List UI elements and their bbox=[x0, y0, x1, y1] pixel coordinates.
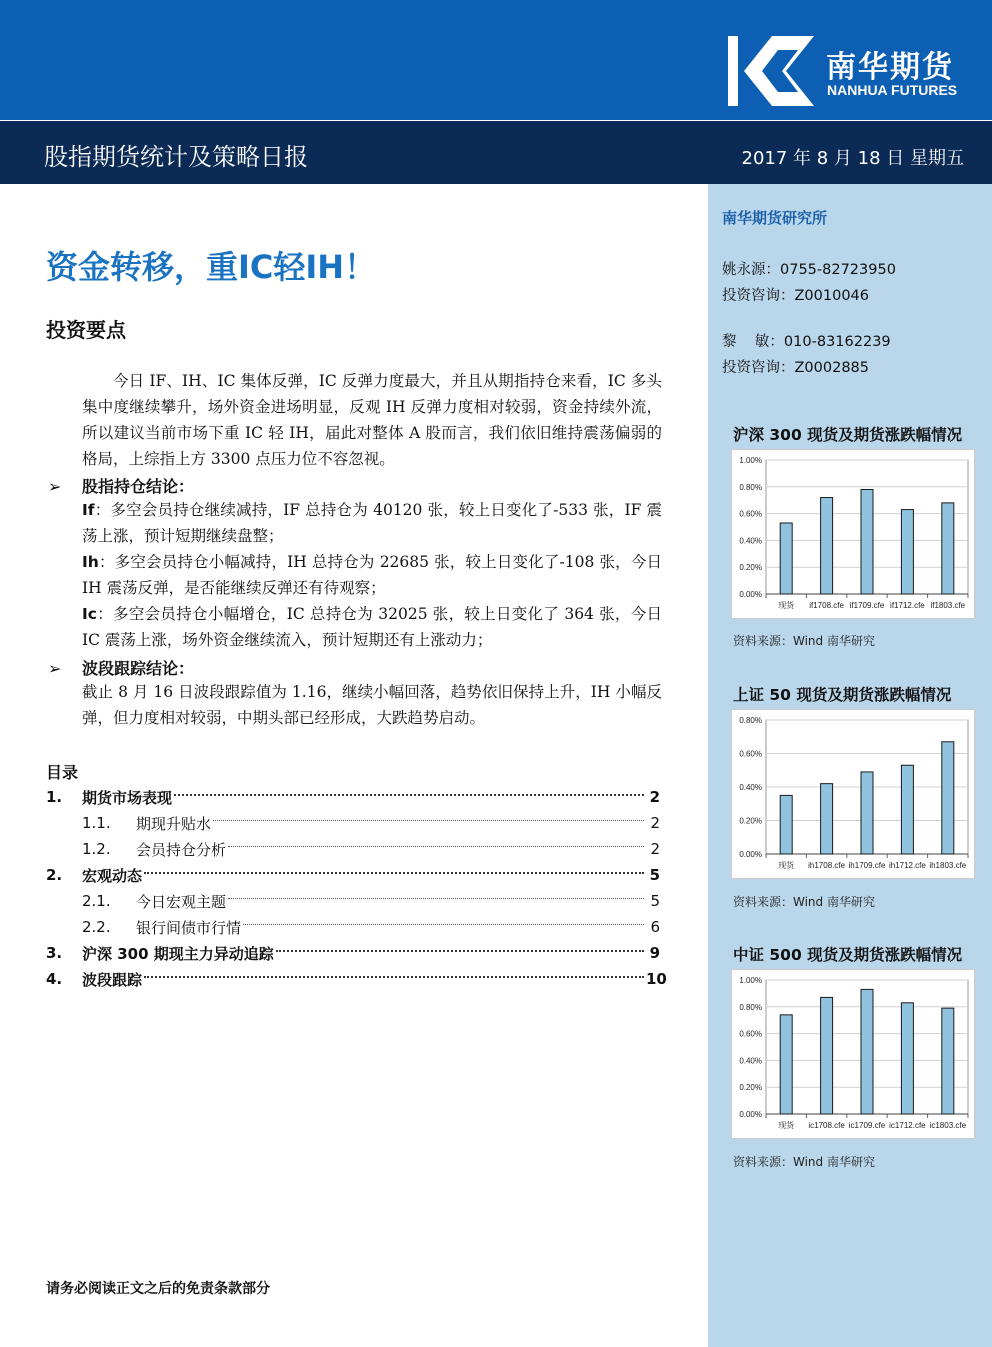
toc-label: 波段跟踪 bbox=[82, 970, 143, 989]
toc-num: 1.1. bbox=[82, 814, 111, 832]
y-tick-label: 0.80% bbox=[739, 716, 762, 725]
x-category-label: ih1708.cfe bbox=[808, 861, 846, 870]
ih-text: ：多空会员持仓小幅减持，IH 总持仓为 22685 张，较上日变化了-108 张，今日 IH 震荡反弹，是否能继续反弹还有待观察； bbox=[82, 553, 662, 597]
chart-3 bbox=[731, 969, 975, 1139]
toc-leader bbox=[213, 819, 644, 821]
main-title: 资金转移，重IC轻IH！ bbox=[46, 248, 377, 286]
y-tick-label: 0.20% bbox=[739, 816, 762, 826]
chart-1-source: 资料来源：Wind 南华研究 bbox=[733, 634, 875, 648]
x-category-label: 现货 bbox=[778, 601, 795, 610]
toc-item[interactable] bbox=[46, 837, 660, 861]
y-tick-label: 0.00% bbox=[739, 590, 762, 599]
chart-2-svg bbox=[732, 710, 974, 878]
x-category-label: if1709.cfe bbox=[849, 601, 885, 610]
bar bbox=[861, 489, 873, 594]
toc-page: 2 bbox=[650, 814, 660, 832]
toc-num: 2. bbox=[46, 866, 63, 884]
y-tick-label: 0.00% bbox=[739, 1110, 762, 1119]
toc-label: 银行间债市行情 bbox=[136, 918, 242, 937]
position-heading-label: 股指持仓结论： bbox=[82, 477, 195, 496]
x-category-label: if1803.cfe bbox=[930, 601, 966, 610]
logo-english-name: NANHUA FUTURES bbox=[827, 82, 958, 98]
position-conclusion-heading bbox=[48, 474, 194, 497]
ih-lead: Ih bbox=[82, 553, 99, 571]
toc-leader bbox=[144, 975, 644, 978]
toc-num: 3. bbox=[46, 944, 63, 962]
toc-page: 6 bbox=[650, 918, 660, 936]
y-tick-label: 0.60% bbox=[739, 509, 762, 519]
toc-item[interactable] bbox=[46, 863, 660, 887]
bar bbox=[821, 784, 833, 854]
y-tick-label: 0.80% bbox=[739, 1002, 762, 1012]
chart-2 bbox=[731, 709, 975, 879]
x-category-label: ih1712.cfe bbox=[888, 861, 926, 870]
bar bbox=[901, 765, 913, 854]
toc-item[interactable] bbox=[46, 941, 660, 965]
arrow-bullet-icon: ➢ bbox=[48, 659, 62, 678]
x-category-label: 现货 bbox=[778, 1121, 795, 1130]
y-tick-label: 0.40% bbox=[739, 1056, 762, 1066]
if-conclusion bbox=[82, 497, 662, 549]
chart-3-svg bbox=[732, 970, 974, 1138]
analyst-2-contact: 黎 敏：010-83162239 bbox=[722, 334, 891, 350]
toc-leader bbox=[243, 923, 644, 925]
y-tick-label: 0.20% bbox=[739, 1083, 762, 1093]
ic-text: ：多空会员持仓小幅增仓，IC 总持仓为 32025 张，较上日变化了 364 张，今日 IC 震荡上涨，场外资金继续流入，预计短期还有上涨动力； bbox=[82, 605, 662, 649]
if-lead: If bbox=[82, 501, 95, 519]
toc-label: 宏观动态 bbox=[82, 866, 143, 885]
x-category-label: 现货 bbox=[778, 861, 795, 870]
y-tick-label: 0.00% bbox=[739, 850, 762, 859]
toc-item[interactable] bbox=[46, 811, 660, 835]
x-category-label: if1708.cfe bbox=[809, 601, 844, 610]
chart-1-svg bbox=[732, 450, 974, 618]
chart-3-source: 资料来源：Wind 南华研究 bbox=[733, 1155, 875, 1169]
toc-label: 期货市场表现 bbox=[82, 788, 173, 807]
wave-conclusion-heading bbox=[48, 656, 194, 679]
bar bbox=[861, 772, 873, 854]
chart-1 bbox=[731, 449, 975, 619]
toc-page: 5 bbox=[650, 892, 660, 910]
bar bbox=[942, 1008, 954, 1114]
ic-conclusion bbox=[82, 601, 662, 653]
toc-item[interactable] bbox=[46, 785, 660, 809]
research-institute: 南华期货研究所 bbox=[722, 209, 828, 227]
toc-leader bbox=[228, 845, 644, 847]
analyst-1-license: 投资咨询：Z0010046 bbox=[722, 288, 870, 304]
x-category-label: ih1803.cfe bbox=[929, 861, 967, 870]
y-tick-label: 0.80% bbox=[739, 482, 762, 492]
bar bbox=[821, 997, 833, 1114]
report-title: 股指期货统计及策略日报 bbox=[44, 143, 308, 171]
toc-item[interactable] bbox=[46, 915, 660, 939]
y-tick-label: 0.40% bbox=[739, 536, 762, 546]
toc-heading: 目录 bbox=[46, 763, 79, 782]
ih-conclusion bbox=[82, 549, 662, 601]
nanhua-logo-icon bbox=[728, 36, 814, 106]
x-category-label: ih1709.cfe bbox=[848, 861, 886, 870]
bar bbox=[901, 1003, 913, 1114]
y-tick-label: 1.00% bbox=[739, 976, 762, 985]
bar bbox=[861, 989, 873, 1114]
toc-leader bbox=[144, 871, 644, 874]
chart-2-title: 上证 50 现货及期货涨跌幅情况 bbox=[733, 686, 952, 704]
x-category-label: if1712.cfe bbox=[890, 601, 925, 610]
chart-2-source: 资料来源：Wind 南华研究 bbox=[733, 895, 875, 909]
bar bbox=[780, 1015, 792, 1114]
logo-chinese-name: 南华期货 bbox=[826, 50, 954, 85]
toc-leader bbox=[228, 897, 644, 899]
bar bbox=[901, 510, 913, 594]
toc-page: 10 bbox=[646, 970, 667, 988]
bar bbox=[942, 503, 954, 594]
toc-leader bbox=[174, 793, 644, 796]
wave-paragraph: 截止 8 月 16 日波段跟踪值为 1.16，继续小幅回落，趋势依旧保持上升，IH 小幅反弹，但力度相对较弱，中期头部已经形成，大跌趋势启动。 bbox=[82, 683, 662, 727]
toc-num: 4. bbox=[46, 970, 63, 988]
analyst-2-license: 投资咨询：Z0002885 bbox=[722, 360, 870, 376]
y-tick-label: 0.60% bbox=[739, 749, 762, 759]
chart-1-title: 沪深 300 现货及期货涨跌幅情况 bbox=[733, 426, 963, 444]
bar bbox=[780, 795, 792, 854]
bar bbox=[821, 498, 833, 594]
points-heading: 投资要点 bbox=[46, 318, 126, 342]
x-category-label: ic1708.cfe bbox=[808, 1121, 845, 1130]
toc-num: 2.1. bbox=[82, 892, 111, 910]
bar bbox=[942, 742, 954, 854]
chart-3-title: 中证 500 现货及期货涨跌幅情况 bbox=[733, 946, 963, 964]
report-date: 2017 年 8 月 18 日 星期五 bbox=[741, 148, 964, 169]
toc-num: 2.2. bbox=[82, 918, 111, 936]
toc-label: 期现升贴水 bbox=[136, 814, 212, 833]
toc-item[interactable] bbox=[46, 889, 660, 913]
toc-num: 1. bbox=[46, 788, 63, 806]
y-tick-label: 0.40% bbox=[739, 783, 762, 792]
toc-num: 1.2. bbox=[82, 840, 111, 858]
x-category-label: ic1712.cfe bbox=[889, 1121, 926, 1130]
toc-item[interactable] bbox=[46, 967, 667, 991]
summary-paragraph: 今日 IF、IH、IC 集体反弹，IC 反弹力度最大，并且从期指持仓来看，IC 多头集中度继续攀升，场外资金进场明显，反观 IH 反弹力度相对较弱，资金持续外流，所以建议当前市场下重 IC 轻 IH，届此对整体 A 股而言，我们依旧维持震荡偏弱的格局，上综指上方 3300 点压力位不容忽视。 bbox=[82, 372, 662, 468]
toc-label: 会员持仓分析 bbox=[136, 840, 227, 859]
wave-heading-label: 波段跟踪结论： bbox=[82, 659, 195, 678]
y-tick-label: 0.60% bbox=[739, 1029, 762, 1039]
toc-page: 9 bbox=[649, 944, 660, 962]
ic-lead: Ic bbox=[82, 605, 97, 623]
bar bbox=[780, 523, 792, 594]
arrow-bullet-icon: ➢ bbox=[48, 477, 62, 496]
toc-page: 2 bbox=[649, 788, 660, 806]
toc-page: 2 bbox=[650, 840, 660, 858]
y-tick-label: 1.00% bbox=[739, 456, 762, 465]
x-category-label: ic1803.cfe bbox=[929, 1121, 967, 1130]
toc-page: 5 bbox=[649, 866, 660, 884]
disclaimer-note: 请务必阅读正文之后的免责条款部分 bbox=[46, 1281, 270, 1297]
toc-label: 今日宏观主题 bbox=[136, 892, 227, 911]
analyst-1-contact: 姚永源：0755-82723950 bbox=[722, 262, 896, 278]
x-category-label: ic1709.cfe bbox=[848, 1121, 886, 1130]
y-tick-label: 0.20% bbox=[739, 563, 762, 573]
toc-label: 沪深 300 期现主力异动追踪 bbox=[82, 944, 274, 963]
toc-leader bbox=[276, 949, 644, 952]
if-text: ：多空会员持仓继续减持，IF 总持仓为 40120 张，较上日变化了-533 张，IF 震荡上涨，预计短期继续盘整； bbox=[82, 501, 662, 545]
